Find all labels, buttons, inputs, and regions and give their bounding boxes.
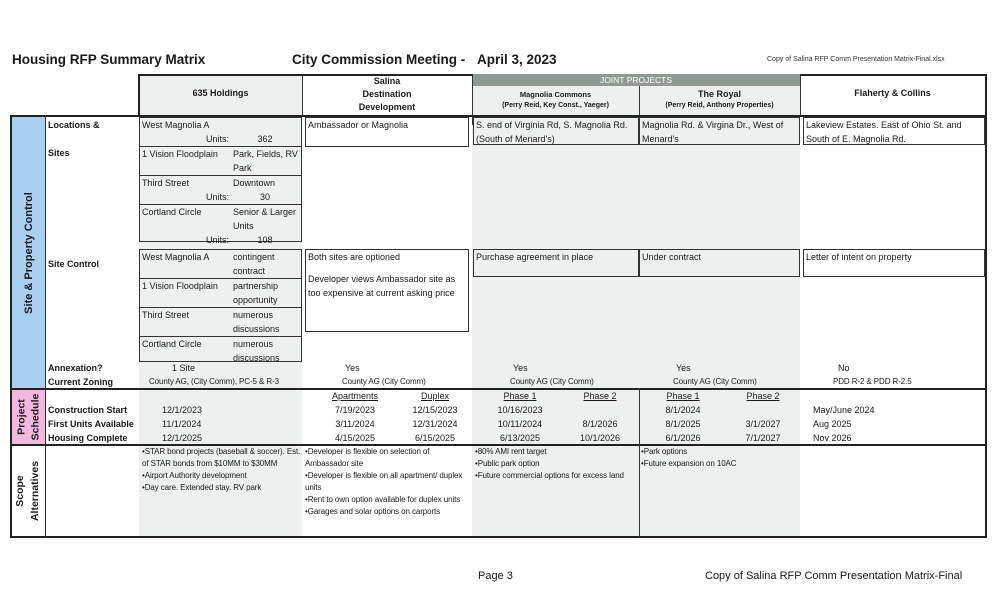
control-row: [140, 250, 301, 279]
date-cell: 8/1/2025: [665, 419, 701, 429]
section-label-line: Alternatives: [29, 460, 42, 522]
site-name: West Magnolia A: [142, 252, 210, 262]
row-label-first-units: First Units Available: [48, 419, 134, 429]
page-title: Housing RFP Summary Matrix: [12, 52, 206, 67]
column-header-magnolia-commons: [472, 89, 639, 111]
date-cell: 3/1/2027: [745, 419, 781, 429]
date-cell: 3/11/2024: [335, 419, 375, 429]
scope-royal: [641, 446, 799, 470]
date-cell: 10/1/2026: [579, 433, 621, 443]
control-row: [140, 337, 301, 365]
locations-flaherty: Lakeview Estates. East of Ohio St. and South of E. Magnolia Rd.: [803, 117, 985, 145]
date-cell: 6/15/2025: [414, 433, 456, 443]
sub-header-phase-2: Phase 2: [583, 391, 617, 401]
site-status: numerous discussions: [233, 310, 280, 334]
section-label-line: Project: [15, 399, 28, 435]
scope-item: • Public park option: [475, 458, 639, 470]
header-filename: Copy of Salina RFP Comm Presentation Matrix-Final.xlsx: [767, 56, 945, 63]
footer-filename: Copy of Salina RFP Comm Presentation Matrix-Final: [705, 570, 963, 582]
date-cell: 10/11/2024: [497, 419, 543, 429]
column-header-the-royal: [639, 88, 800, 111]
control-row: [140, 279, 301, 308]
annexation-635: 1 Site: [172, 363, 196, 373]
zoning-magnolia: County AG (City Comm): [510, 377, 594, 386]
column-header-635-holdings: 635 Holdings: [192, 88, 249, 98]
site-status: partnership opportunity: [233, 281, 279, 305]
scope-item: • Future expansion on 10AC: [641, 458, 799, 470]
grid-line: [800, 74, 987, 76]
project-name: Magnolia Commons: [519, 90, 592, 99]
units-label: Units:: [205, 192, 229, 202]
row-label-annexation: Annexation?: [48, 363, 103, 373]
zoning-royal: County AG (City Comm): [673, 377, 757, 386]
section-site-property-control: [12, 117, 45, 388]
date-cell: 12/15/2023: [412, 405, 458, 415]
annexation-magnolia: Yes: [513, 363, 528, 373]
units-label: Units:: [205, 134, 229, 144]
sub-header-phase-1: Phase 1: [503, 391, 537, 401]
scope-magnolia: [475, 446, 639, 482]
site-row: [140, 118, 301, 147]
section-scope-alternatives: [12, 446, 45, 536]
date-cell: 11/1/2024: [162, 419, 202, 429]
site-desc: Senior & Larger Units: [233, 207, 297, 231]
date-cell: 12/1/2023: [162, 405, 203, 415]
date-cell: 10/16/2023: [497, 405, 543, 415]
grid-line: [138, 74, 140, 117]
zoning-635: County AG, (City Comm), PC-5 & R-3: [149, 377, 279, 386]
control-text: Both sites are optioned: [308, 252, 401, 262]
scope-item: • Future commercial options for excess land: [475, 470, 639, 482]
grid-line: [985, 74, 987, 538]
date-cell: 7/19/2023: [334, 405, 376, 415]
section-label: Site & Property Control: [22, 191, 35, 314]
grid-line: [10, 536, 987, 538]
scope-item: • Developer is flexible on all apartment/ duplex units: [305, 470, 471, 494]
scope-item: • 80% AMI rent target: [475, 446, 639, 458]
units-label: Units:: [205, 235, 229, 245]
control-row: [140, 308, 301, 337]
grid-line: [302, 74, 303, 116]
scope-635: [142, 446, 302, 494]
row-label-zoning: Current Zoning: [48, 377, 113, 387]
locations-magnolia-commons: S. end of Virginia Rd, S. Magnolia Rd. (South of Menard's): [473, 117, 639, 145]
zoning-salina: County AG (City Comm): [342, 377, 426, 386]
grid-line: [800, 74, 801, 116]
annexation-salina: Yes: [345, 363, 360, 373]
scope-item: • Garages and solar options on carports: [305, 506, 471, 518]
zoning-flaherty: PDD R-2 & PDD R-2.5: [833, 377, 912, 386]
units-value: 30: [259, 192, 270, 202]
scope-salina: [305, 446, 471, 518]
project-name: The Royal: [697, 89, 741, 99]
header-line: Salina: [373, 76, 401, 86]
header-line: Development: [358, 102, 416, 112]
section-label-line: Schedule: [29, 393, 42, 441]
site-desc: Park, Fields, RV Park: [233, 149, 298, 173]
site-row: [140, 176, 301, 205]
grid-line: [639, 86, 640, 116]
sub-header-duplex: Duplex: [420, 391, 449, 401]
project-partners: (Perry Reid, Anthony Properties): [665, 102, 774, 109]
date-cell: 6/1/2026: [665, 433, 701, 443]
grid-line: [639, 388, 640, 538]
site-row: [140, 205, 301, 247]
column-header-salina-destination: [302, 75, 472, 114]
date-cell: 6/13/2025: [499, 433, 541, 443]
meeting-date: April 3, 2023: [477, 52, 557, 67]
scope-item: • Developer is flexible on selection of Ambassador site: [305, 446, 471, 470]
site-desc: Downtown: [233, 178, 276, 188]
row-label-sites: Sites: [48, 148, 70, 158]
locations-635-table: [139, 117, 302, 245]
sub-header-apartments: Apartments: [331, 391, 379, 401]
section-project-schedule: [12, 390, 45, 444]
page-number: Page 3: [478, 570, 513, 582]
joint-projects-header: JOINT PROJECTS: [472, 74, 800, 86]
date-cell: May/June 2024: [813, 405, 875, 415]
section-label-line: Scope: [14, 475, 27, 507]
annexation-flaherty: No: [838, 363, 850, 373]
site-name: Third Street: [142, 310, 190, 320]
control-text: Developer views Ambassador site as too expensive at current asking price: [308, 274, 456, 298]
site-control-salina: [305, 249, 469, 332]
scope-item: • Rent to own option available for duplex units: [305, 494, 471, 506]
units-value: 362: [257, 134, 273, 144]
site-name: 1 Vision Floodplain: [142, 281, 218, 291]
locations-salina: Ambassador or Magnolia: [305, 117, 469, 147]
annexation-royal: Yes: [676, 363, 691, 373]
scope-item: • Airport Authority development: [142, 470, 302, 482]
site-row: [140, 147, 301, 176]
site-control-the-royal: Under contract: [639, 249, 800, 277]
locations-the-royal: Magnolia Rd. & Virgina Dr., West of Menard's: [639, 117, 800, 145]
site-name: Third Street: [142, 178, 190, 188]
section-label: [14, 461, 44, 521]
units-value: 108: [257, 235, 273, 245]
date-cell: 12/31/2024: [412, 419, 458, 429]
row-label-locations: Locations &: [48, 120, 100, 130]
scope-item: • Day care. Extended stay. RV park: [142, 482, 302, 494]
site-control-635-table: [139, 249, 302, 362]
site-name: Cortland Circle: [142, 207, 202, 217]
site-name: Cortland Circle: [142, 339, 202, 349]
site-name: West Magnolia A: [142, 120, 210, 130]
sub-header-phase-1: Phase 1: [666, 391, 700, 401]
scope-item: • STAR bond projects (baseball & soccer). Est. of STAR bonds from $10MM to $30MM: [142, 446, 302, 470]
site-status: contingent contract: [233, 252, 275, 276]
section-label: [15, 394, 43, 441]
row-label-housing-complete: Housing Complete: [48, 433, 128, 443]
date-cell: 12/1/2025: [162, 433, 203, 443]
site-control-magnolia-commons: Purchase agreement in place: [473, 249, 639, 277]
site-status: numerous discussions: [233, 339, 280, 363]
header-line: Destination: [362, 89, 412, 99]
grid-line: [45, 115, 46, 538]
date-cell: Nov 2026: [813, 433, 852, 443]
row-label-site-control: Site Control: [48, 259, 99, 269]
date-cell: Aug 2025: [813, 419, 852, 429]
row-label-construction-start: Construction Start: [48, 405, 128, 415]
scope-item: • Park options: [641, 446, 799, 458]
date-cell: 8/1/2026: [582, 419, 618, 429]
meeting-label: City Commission Meeting -: [292, 52, 466, 67]
grid-line: [472, 74, 473, 116]
site-control-flaherty: Letter of intent on property: [803, 249, 985, 277]
date-cell: 7/1/2027: [745, 433, 781, 443]
site-name: 1 Vision Floodplain: [142, 149, 218, 159]
column-header-flaherty-collins: Flaherty & Collins: [854, 88, 931, 98]
sub-header-phase-2: Phase 2: [746, 391, 780, 401]
project-partners: (Perry Reid, Key Const., Yaeger): [502, 102, 609, 109]
date-cell: 8/1/2024: [665, 405, 701, 415]
date-cell: 4/15/2025: [334, 433, 376, 443]
grid-line: [139, 74, 472, 76]
